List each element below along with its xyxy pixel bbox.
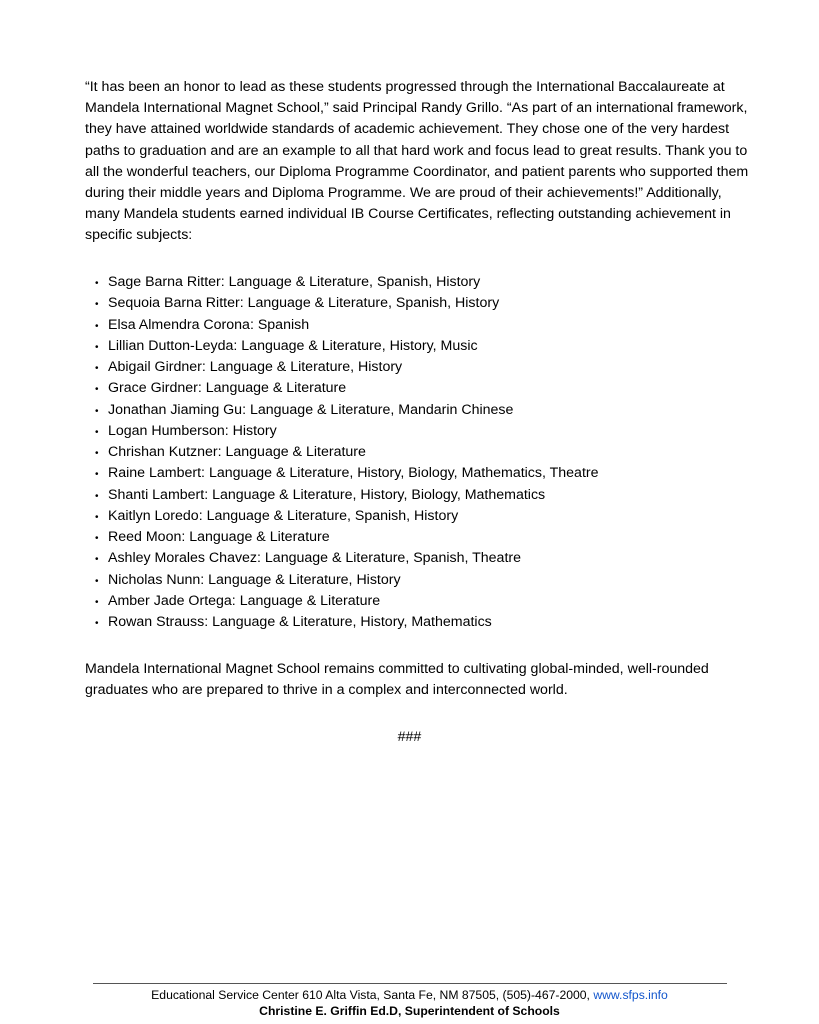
list-item: • Elsa Almendra Corona: Spanish [108,315,599,336]
list-item: • Grace Girdner: Language & Literature [108,378,599,399]
list-item: • Reed Moon: Language & Literature [108,527,599,548]
list-item: • Shanti Lambert: Language & Literature, History, Biology, Mathematics [108,485,599,506]
list-item: • Logan Humberson: History [108,421,599,442]
list-item: • Amber Jade Ortega: Language & Literature [108,591,599,612]
website-link[interactable]: www.sfps.info [593,988,668,1002]
end-mark: ### [397,729,422,745]
list-item: • Chrishan Kutzner: Language & Literature [108,442,599,463]
footer-signature: Christine E. Griffin Ed.D, Superintendent of Schools [259,1004,560,1018]
footer-address-line [0,987,819,1003]
list-item: • Sequoia Barna Ritter: Language & Literature, Spanish, History [108,293,599,314]
list-item: • Kaitlyn Loredo: Language & Literature, Spanish, History [108,506,599,527]
list-item: • Jonathan Jiaming Gu: Language & Literature, Mandarin Chinese [108,400,599,421]
list-item: • Sage Barna Ritter: Language & Literature, Spanish, History [108,272,599,293]
footer-divider [93,983,727,984]
list-item: • Nicholas Nunn: Language & Literature, History [108,570,599,591]
footer-address: Educational Service Center 610 Alta Vista, Santa Fe, NM 87505, (505)-467-2000, [151,988,594,1002]
certificate-list [108,272,599,633]
intro-paragraph: “It has been an honor to lead as these students progressed through the International Baccalaureate at Mandela International Magnet School,” said Principal Randy Grillo. “As part of an international framework, they have attained worldwide standards of academic achievement. They chose one of the very hardest paths to graduation and are an example to all that hard work and focus lead to great results. Thank you to all the wonderful teachers, our Diploma Programme Coordinator, and patient parents who supported them during their middle years and Diploma Programme. We are proud of their achievements!” Additionally, many Mandela students earned individual IB Course Certificates, reflecting outstanding achievement in specific subjects: [85,79,749,244]
list-item: • Abigail Girdner: Language & Literature, History [108,357,599,378]
list-item: • Rowan Strauss: Language & Literature, History, Mathematics [108,612,599,633]
list-item: • Lillian Dutton-Leyda: Language & Literature, History, Music [108,336,599,357]
closing-paragraph: Mandela International Magnet School remains committed to cultivating global-minded, well-rounded graduates who are prepared to thrive in a complex and interconnected world. [85,661,709,699]
list-item: • Raine Lambert: Language & Literature, History, Biology, Mathematics, Theatre [108,463,599,484]
list-item: • Ashley Morales Chavez: Language & Literature, Spanish, Theatre [108,548,599,569]
